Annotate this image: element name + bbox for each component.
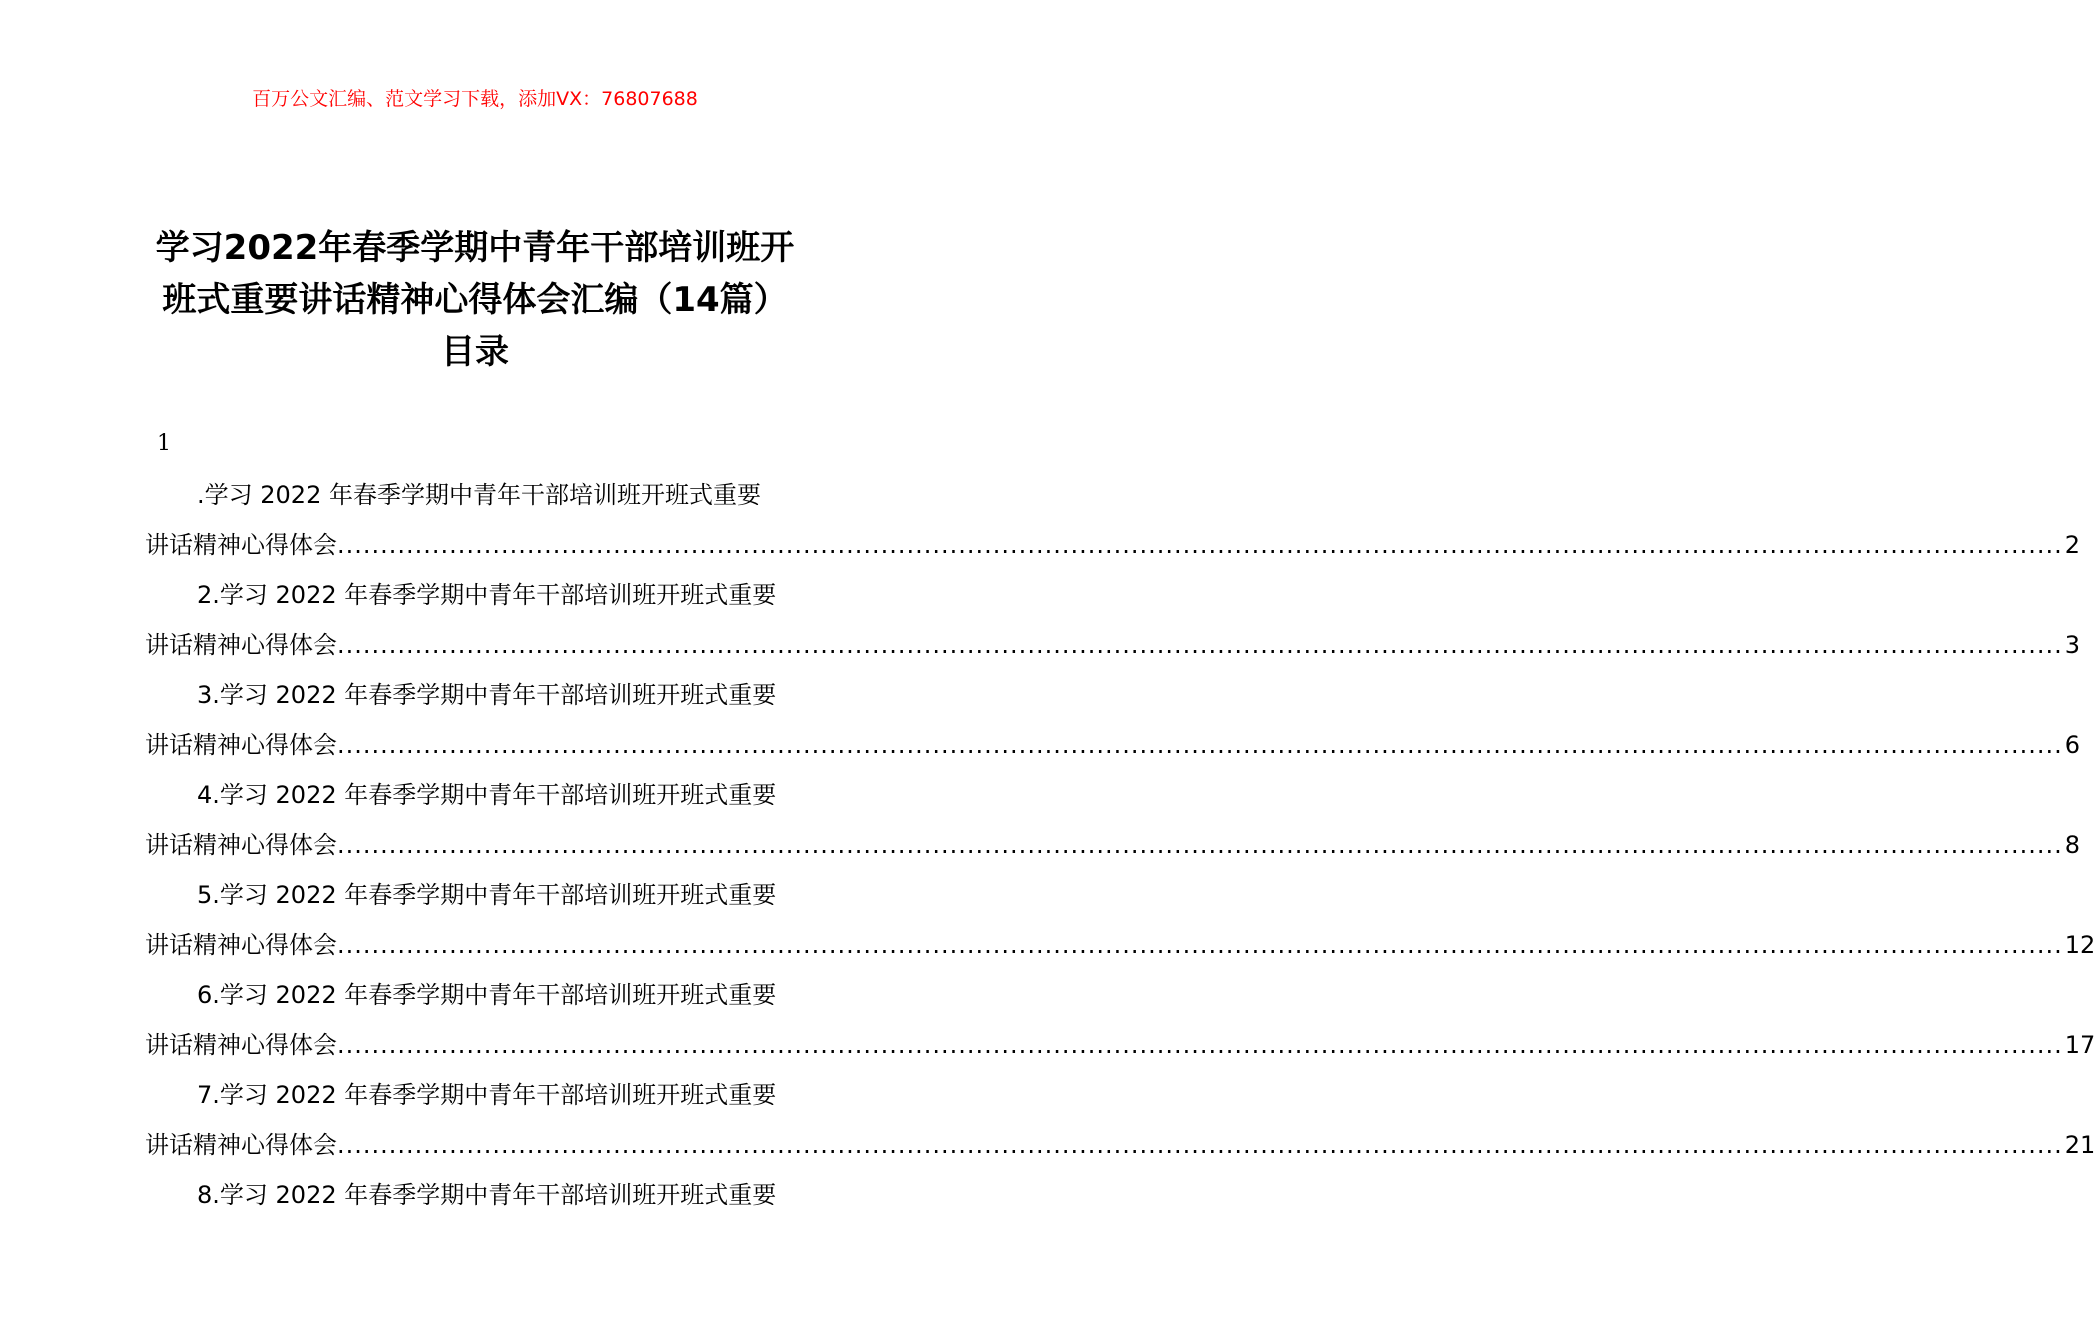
toc-item-title-cont: 讲话精神心得体会	[145, 1031, 337, 1059]
toc-item-title: 2.学习 2022 年春季学期中青年干部培训班开班式重要	[197, 581, 777, 609]
toc-item-title: 6.学习 2022 年春季学期中青年干部培训班开班式重要	[197, 981, 777, 1009]
toc-item-title-cont: 讲话精神心得体会	[145, 731, 337, 759]
toc-item-continuation	[145, 620, 2081, 670]
toc-item[interactable]	[145, 570, 2081, 670]
toc-leader-dots: ........................................................................................................................................................................................................	[337, 731, 2063, 759]
toc-page-number: 6	[2064, 731, 2081, 759]
toc-page-number: 21	[2064, 1131, 2095, 1159]
header-note: 百万公文汇编、范文学习下载，添加VX：76807688	[252, 88, 698, 110]
toc-item-title-cont: 讲话精神心得体会	[145, 931, 337, 959]
title-line-2: 班式重要讲话精神心得体会汇编（14篇）	[162, 280, 788, 320]
toc-item-title-cont: 讲话精神心得体会	[145, 531, 337, 559]
toc-item-title-cont: 讲话精神心得体会	[145, 631, 337, 659]
toc-item-title: 3.学习 2022 年春季学期中青年干部培训班开班式重要	[197, 681, 777, 709]
toc-leader-dots: ........................................................................................................................................................................................................	[337, 831, 2063, 859]
toc-leader-dots: ........................................................................................................................................................................................................	[337, 1031, 2063, 1059]
toc-item[interactable]	[145, 970, 2095, 1070]
toc-item-title: 5.学习 2022 年春季学期中青年干部培训班开班式重要	[197, 881, 777, 909]
toc-item[interactable]	[145, 1170, 805, 1220]
toc-page-number: 17	[2064, 1031, 2095, 1059]
toc-item[interactable]	[145, 770, 2081, 870]
toc-item-title-cont: 讲话精神心得体会	[145, 1131, 337, 1159]
toc-leader-dots: ........................................................................................................................................................................................................	[337, 931, 2063, 959]
toc-item-title: 7.学习 2022 年春季学期中青年干部培训班开班式重要	[197, 1081, 777, 1109]
toc-item[interactable]	[145, 870, 2095, 970]
toc-page-number: 12	[2064, 931, 2095, 959]
toc-item-continuation	[145, 1020, 2095, 1070]
toc-leader-dots: ........................................................................................................................................................................................................	[337, 531, 2063, 559]
toc-item-title: .学习 2022 年春季学期中青年干部培训班开班式重要	[197, 481, 761, 509]
toc-page-number: 3	[2064, 631, 2081, 659]
document-title	[140, 222, 810, 378]
toc-leader-dots: ........................................................................................................................................................................................................	[337, 1131, 2063, 1159]
title-line-3: 目录	[441, 332, 509, 372]
title-line-1: 学习2022年春季学期中青年干部培训班开	[155, 228, 795, 268]
toc-item-title: 8.学习 2022 年春季学期中青年干部培训班开班式重要	[197, 1181, 777, 1209]
toc-item-continuation	[145, 920, 2095, 970]
toc-item-continuation	[145, 820, 2081, 870]
page-marker: 1	[157, 431, 171, 456]
toc-page-number: 2	[2064, 531, 2081, 559]
toc-item-continuation	[145, 520, 2081, 570]
toc-item[interactable]	[145, 1070, 2095, 1170]
toc-item-title-cont: 讲话精神心得体会	[145, 831, 337, 859]
toc-item-title: 4.学习 2022 年春季学期中青年干部培训班开班式重要	[197, 781, 777, 809]
toc-item[interactable]	[145, 470, 2081, 570]
toc-item-continuation	[145, 720, 2081, 770]
toc-leader-dots: ........................................................................................................................................................................................................	[337, 631, 2063, 659]
toc-page-number: 8	[2064, 831, 2081, 859]
table-of-contents	[145, 470, 2095, 1220]
toc-item[interactable]	[145, 670, 2081, 770]
toc-item-continuation	[145, 1120, 2095, 1170]
